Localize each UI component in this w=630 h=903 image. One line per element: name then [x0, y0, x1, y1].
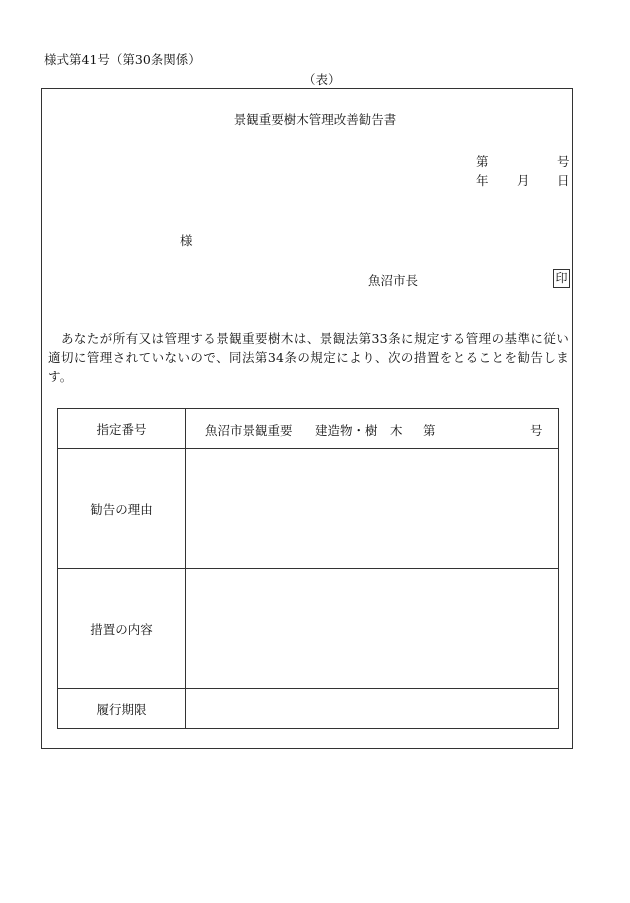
designation-dai: 第: [423, 423, 436, 438]
date-day-label: 日: [557, 173, 570, 188]
document-title: 景観重要樹木管理改善勧告書: [233, 112, 397, 127]
designation-go: 号: [530, 423, 543, 438]
side-label: （表）: [303, 72, 341, 87]
reason-label: 勧告の理由: [58, 449, 186, 569]
designation-label: 指定番号: [58, 409, 186, 449]
measure-value[interactable]: [186, 569, 559, 689]
reason-value[interactable]: [186, 449, 559, 569]
recommendation-table: [57, 408, 559, 729]
designation-type: 建造物・樹 木: [315, 423, 403, 438]
number-dai-label: 第: [476, 154, 489, 169]
issuer-name: 魚沼市長: [368, 273, 419, 288]
designation-prefix: 魚沼市景観重要: [205, 423, 293, 438]
table-row-deadline: [58, 689, 559, 729]
table-row-designation: [58, 409, 559, 449]
date-month-label: 月: [517, 173, 530, 188]
form-number: 様式第41号（第30条関係）: [44, 52, 201, 67]
measure-label: 措置の内容: [58, 569, 186, 689]
date-line: [420, 171, 570, 187]
designation-value-cell: [186, 409, 559, 449]
deadline-label: 履行期限: [58, 689, 186, 729]
table-row-measure: [58, 569, 559, 689]
seal-mark: 印: [553, 269, 570, 288]
table-row-reason: [58, 449, 559, 569]
document-number-line: [420, 152, 570, 168]
addressee-suffix: 様: [180, 233, 193, 248]
body-paragraph: あなたが所有又は管理する景観重要樹木は、景観法第33条に規定する管理の基準に従い適切に管理されていないので、同法第34条の規定により、次の措置をとることを勧告します。: [48, 331, 569, 384]
number-go-label: 号: [557, 154, 570, 169]
date-year-label: 年: [476, 173, 489, 188]
deadline-value[interactable]: [186, 689, 559, 729]
